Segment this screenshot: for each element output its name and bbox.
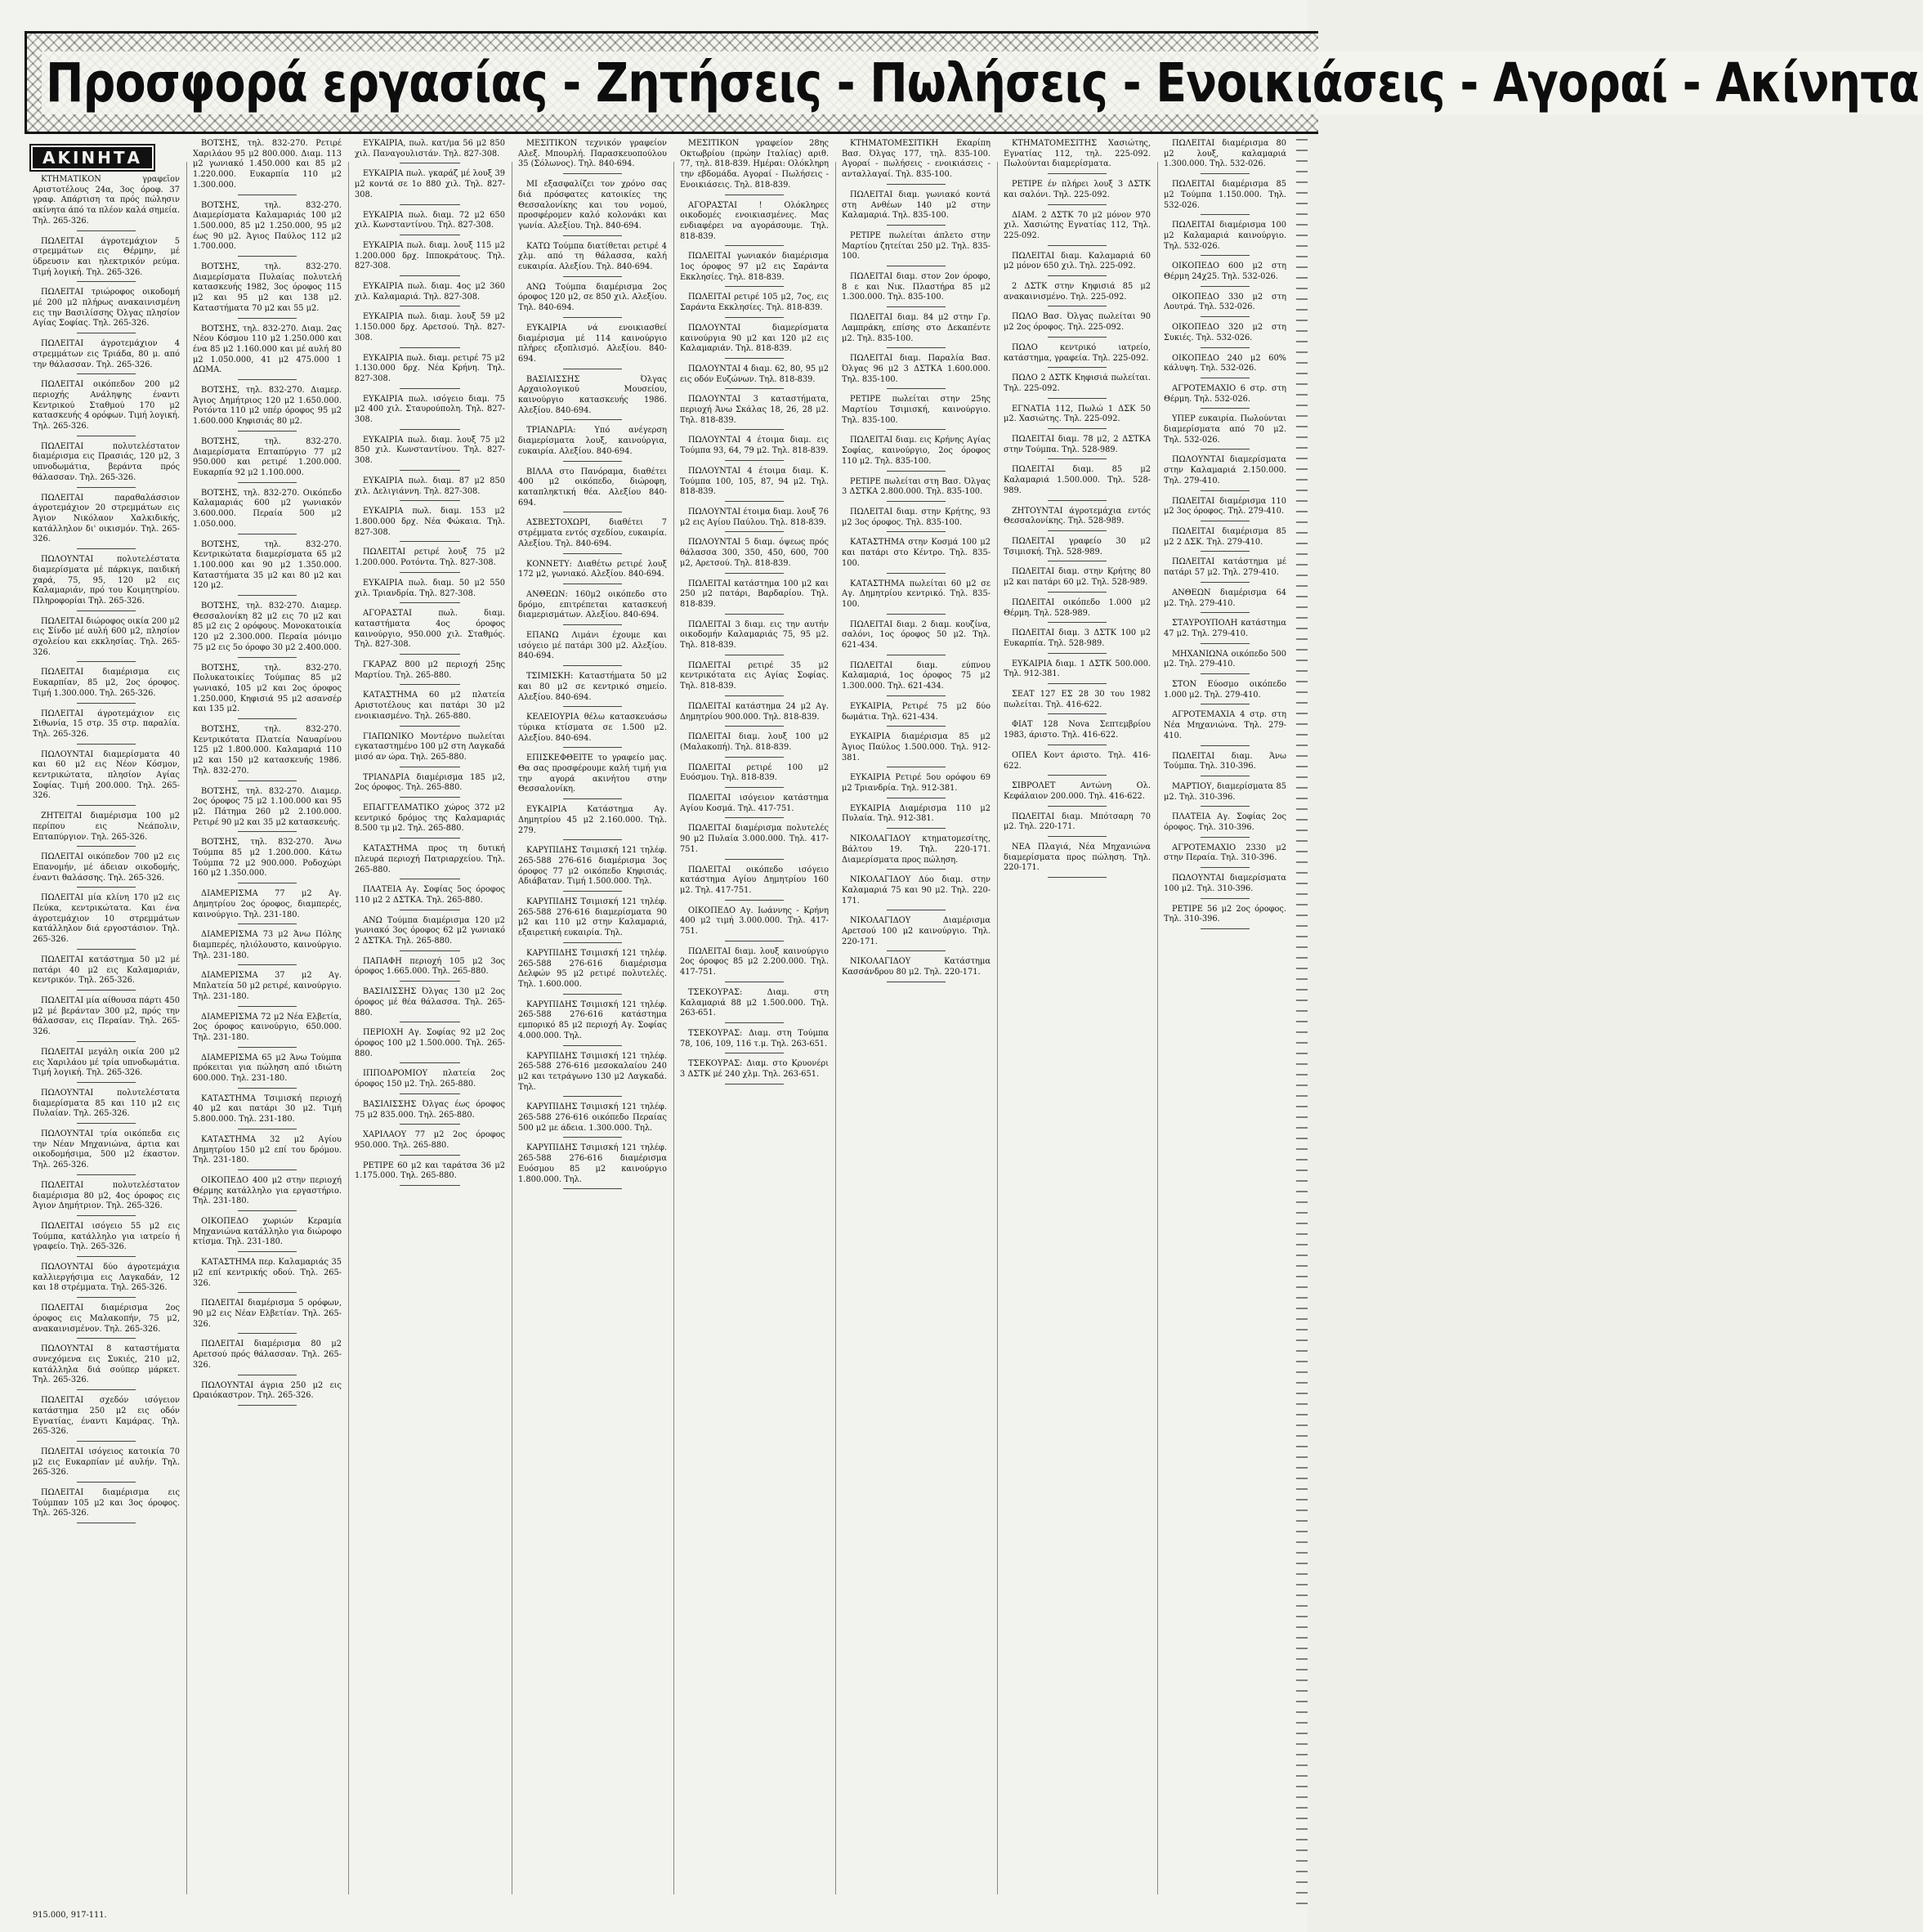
classified-ad: ΕΥΚΑΙΡΙΑ, Ρετιρέ 75 μ2 δύο δωμάτια. Τηλ. 621-434. <box>842 702 991 727</box>
classified-ad: ΓΚΑΡΑΖ 800 μ2 περιοχή 25ης Μαρτίου. Τηλ. 265-880. <box>355 660 505 685</box>
ads-column-1 <box>33 175 180 1906</box>
classified-ad: ΠΩΛΕΙΤΑΙ διαμ. στην Κρήτης, 93 μ2 3ος όροφος. Τηλ. 835-100. <box>842 508 991 532</box>
classified-ad: ΠΩΛΕΙΤΑΙ ρετιρέ 100 μ2 Ευόσμου. Τηλ. 818-839. <box>680 763 829 788</box>
ads-column-4 <box>518 139 667 1904</box>
classified-ad: ΒΟΤΣΗΣ, τηλ. 832-270. Οικόπεδο Καλαμαριάς 600 μ2 γωνιακόν 3.600.000. Περαία 500 μ2 1.050.000. <box>193 489 342 534</box>
classified-ad: ΦΙΑΤ 128 Nova Σεπτεμβρίου 1983, άριστο. Τηλ. 416-622. <box>1004 720 1151 745</box>
classified-ad: ΟΠΕΛ Κοντ άριστο. Τηλ. 416-622. <box>1004 751 1151 776</box>
banner-title: Προσφορά εργασίας - Ζητήσεις - Πωλήσεις - Ενοικιάσεις - Αγοραί - Ακίνητα <box>42 51 1923 114</box>
classified-ad: ΠΩΛΕΙΤΑΙ διαμ. Μπότσαρη 70 μ2. Τηλ. 220-171. <box>1004 812 1151 837</box>
classified-ad: ΣΤΟΝ Εύοσμο οικόπεδο 1.000 μ2. Τηλ. 279-410. <box>1164 680 1286 704</box>
classified-ad: ΟΙΚΟΠΕΔΟ 320 μ2 στη Συκιές. Τηλ. 532-026. <box>1164 323 1286 347</box>
classified-ad: ΠΩΛΟΥΝΤΑΙ δύο άγροτεμάχια καλλιεργήσιμα εις Λαγκαδάν, 12 και 18 στρέμματα. Τηλ. 265-326. <box>33 1263 180 1298</box>
classified-ad: ΠΩΛΕΙΤΑΙ πολυτελέστατον διαμέρισμα 80 μ2, 4ος όροφος εις Άγιον Δημήτριον. Τηλ. 265-326. <box>33 1181 180 1216</box>
classified-ad: ΕΥΚΑΙΡΙΑ πωλ. διαμ. λουξ 115 μ2 1.200.000 δρχ. Ιπποκράτους. Τηλ. 827-308. <box>355 241 505 276</box>
classified-ad: ΠΩΛΕΙΤΑΙ κατάστημα 50 μ2 μέ πατάρι 40 μ2 εις Καλαμαριάν, κεντρικόν. Τηλ. 265-326. <box>33 955 180 991</box>
classified-ad: ΚΤΗΜΑΤΟΜΕΣΙΤΙΚΗ Εκαρίπη Βασ. Όλγας 177, τηλ. 835-100. Αγοραί - πωλήσεις - ενοικιάσεις - ανταλλαγαί. Τηλ. 835-100. <box>842 139 991 185</box>
classified-ad: ΒΟΤΣΗΣ, τηλ. 832-270. Κεντρικώτατα διαμερίσματα 65 μ2 1.100.000 και 90 μ2 1.350.000. Καταστήματα 35 μ2 και 80 μ2 και 120 μ2. <box>193 540 342 597</box>
classified-ad: ΕΥΚΑΙΡΙΑ Ρετιρέ 5ου ορόφου 69 μ2 Τριανδρία. Τηλ. 912-381. <box>842 773 991 798</box>
classified-ad: ΤΣΕΚΟΥΡΑΣ: Διαμ. στη Τούμπα 78, 106, 109, 116 τ.μ. Τηλ. 263-651. <box>680 1029 829 1053</box>
classified-ad: ΤΡΙΑΝΔΡΙΑ διαμέρισμα 185 μ2, 2ος όροφος. Τηλ. 265-880. <box>355 773 505 798</box>
classified-ad: ΟΙΚΟΠΕΔΟ χωριών Κεραμία Μηχανιώνα κατάλληλο για διώροφο κτίσμα. Τηλ. 231-180. <box>193 1217 342 1252</box>
classified-ad: ΒΟΤΣΗΣ, τηλ. 832-270. Διαμερίσματα Επταπύργιο 77 μ2 950.000 και ρετιρέ 1.200.000. Ευκαρπία 92 μ2 1.100.000. <box>193 437 342 483</box>
classified-ad: ΠΩΛΕΙΤΑΙ πολυτελέστατον διαμέρισμα εις Πρασιάς, 120 μ2, 3 υπνοδωμάτια, βεράντα πρός θάλασσαν. Τηλ. 265-326. <box>33 442 180 488</box>
classified-ad: ΚΑΤΑΣΤΗΜΑ περ. Καλαμαριάς 35 μ2 επί κεντρικής οδού. Τηλ. 265-326. <box>193 1258 342 1293</box>
classified-ad: ΔΙΑΜΕΡΙΣΜΑ 73 μ2 Άνω Πόλης διαμπερές, ηλιόλουστο, καινούργιο. Τηλ. 231-180. <box>193 930 342 965</box>
classified-ad: ΤΣΙΜΙΣΚΗ: Καταστήματα 50 μ2 και 80 μ2 σε κεντρικό σημείο. Αλεξίου. 840-694. <box>518 672 667 707</box>
classified-ad: ΕΥΚΑΙΡΙΑ πωλ. διαμ. 72 μ2 650 χιλ. Κωνσταντίνου. Τηλ. 827-308. <box>355 211 505 235</box>
classified-ad: ΠΩΛΕΙΤΑΙ μεγάλη οικία 200 μ2 εις Χαριλάου μέ τρία υπνοδωμάτια. Τιμή λογική. Τηλ. 265-326. <box>33 1048 180 1083</box>
classified-ad: ΠΩΛΕΙΤΑΙ διώροφος οικία 200 μ2 εις Σίνδο μέ αυλή 600 μ2, πλησίον σχολείου και εκκλησίας. Τηλ. 265-326. <box>33 617 180 663</box>
classified-ad: ΚΤΗΜΑΤΟΜΕΣΙΤΗΣ Χασιώτης, Εγνατίας 112, τηλ. 225-092. Πωλούνται διαμερίσματα. <box>1004 139 1151 174</box>
classified-ad: ΠΩΛΕΙΤΑΙ διαμ. στον 2ον όροφο, 8 ε και Νικ. Πλαστήρα 85 μ2 1.300.000. Τηλ. 835-100. <box>842 272 991 307</box>
footer-phone-line: 915.000, 917-111. <box>33 1911 107 1920</box>
classified-ad: ΕΥΚΑΙΡΙΑ πωλ. γκαράζ μέ λουξ 39 μ2 κοντά σε 1ο 880 χιλ. Τηλ. 827-308. <box>355 169 505 204</box>
classified-ad: ΒΟΤΣΗΣ, τηλ. 832-270. Ρετιρέ Χαριλάου 95 μ2 800.000. Διαμ. 113 μ2 γωνιακό 1.450.000 και 85 μ2 1.220.000. Ευκαρπία 110 μ2 1.300.000. <box>193 139 342 195</box>
classified-ad: ΠΩΛΟΥΝΤΑΙ 5 διαμ. όψεως πρός θάλασσα 300, 350, 450, 600, 700 μ2, Αρετσού. Τηλ. 818-839. <box>680 538 829 573</box>
classified-ad: ΔΙΑΜΕΡΙΣΜΑ 77 μ2 Αγ. Δημητρίου 2ος όροφος, διαμπερές, καινούργιο. Τηλ. 231-180. <box>193 889 342 924</box>
classified-ad: ΠΩΛΕΙΤΑΙ ρετιρέ 35 μ2 κεντρικότατα εις Αγίας Σοφίας. Τηλ. 818-839. <box>680 661 829 696</box>
classified-ad: ΡΕΤΙΡΕ 56 μ2 2ος όροφος. Τηλ. 310-396. <box>1164 905 1286 929</box>
classified-ad: ΠΩΛΕΙΤΑΙ διαμέρισμα εις Τούμπαν 105 μ2 και 3ος όροφος. Τηλ. 265-326. <box>33 1488 180 1523</box>
classified-ad: ΕΠΑΝΩ Λιμάνι έχουμε και ισόγειο μέ πατάρι 300 μ2. Αλεξίου. 840-694. <box>518 631 667 666</box>
classified-ad: ΕΥΚΑΙΡΙΑ διαμ. 1 ΔΣΤΚ 500.000. Τηλ. 912-381. <box>1004 660 1151 684</box>
classified-ad: ΚΑΡΥΠΙΔΗΣ Τσιμισκή 121 τηλέφ. 265-588 276-616 διαμερίσματα 90 μ2 και 110 μ2 στην Καλαμαριά, εξαιρετική ευκαιρία. Τηλ. <box>518 897 667 943</box>
column-rule <box>186 162 187 1894</box>
column-rule <box>673 162 674 1894</box>
classified-ad: ΜΑΡΤΙΟΥ, διαμερίσματα 85 μ2. Τηλ. 310-396. <box>1164 782 1286 807</box>
classified-ad: ΔΙΑΜΕΡΙΣΜΑ 37 μ2 Αγ. Μπλατεία 50 μ2 ρετιρέ, καινούργιο. Τηλ. 231-180. <box>193 971 342 1006</box>
classified-ad: ΑΝΩ Τούμπα διαμέρισμα 120 μ2 γωνιακό 3ος όροφος 62 μ2 γωνιακό 2 ΔΣΤΚΑ. Τηλ. 265-880. <box>355 916 505 951</box>
classified-ad: ΕΥΚΑΙΡΙΑ διαμέρισμα 85 μ2 Άγιος Παύλος 1.500.000. Τηλ. 912-381. <box>842 732 991 767</box>
classified-ad: ΚΑΡΥΠΙΔΗΣ Τσιμισκή 121 τηλέφ. 265-588 276-616 κατάστημα εμπορικό 85 μ2 περιοχή Αγ. Σοφίας 4.000.000. Τηλ. <box>518 1000 667 1046</box>
classified-ad: ΜΙ εξασφαλίζει τον χρόνο σας διά πρόσφατες κατοικίες της Θεσσαλονίκης και του νομού, προσφέρομεν καλό κολονάκι και γωνία. Αλεξίου. Τηλ. 840-694. <box>518 180 667 236</box>
classified-ad: ΚΑΡΥΠΙΔΗΣ Τσιμισκή 121 τηλέφ. 265-588 276-616 διαμέρισμα 3ος όροφος 77 μ2 οικόπεδο Κηφισιάς. Αδιάβαταν. Τιμή 1.500.000. Τηλ. <box>518 846 667 892</box>
classified-ad: ΖΗΤΟΥΝΤΑΙ άγροτεμάχια εντός Θεσσαλονίκης. Τηλ. 528-989. <box>1004 507 1151 531</box>
classified-ad: ΠΑΠΑΦΗ περιοχή 105 μ2 3ος όροφος 1.665.000. Τηλ. 265-880. <box>355 957 505 982</box>
classified-ad: ΟΙΚΟΠΕΔΟ 400 μ2 στην περιοχή Θέρμης κατάλληλο για εργαστήριο. Τηλ. 231-180. <box>193 1176 342 1211</box>
classified-ad: ΒΟΤΣΗΣ, τηλ. 832-270. Διαμερ. Θεσσαλονίκη 82 μ2 εις 70 μ2 και 85 μ2 εις 2 ορόφους. Μονοκατοικία 120 μ2 2.300.000. Περαία μόνιμο 75 μ2 εις 5ο όροφο 30 μ2 2.400.000. <box>193 602 342 658</box>
classified-ad: ΕΥΚΑΙΡΙΑ πωλ. διαμ. λουξ 59 μ2 1.150.000 δρχ. Αρετσού. Τηλ. 827-308. <box>355 312 505 347</box>
classified-ad: ΡΕΤΙΡΕ πωλείται άπλετο στην Μαρτίου ζητείται 250 μ2. Τηλ. 835-100. <box>842 231 991 266</box>
classified-ad: ΠΩΛΕΙΤΑΙ οικόπεδο ισόγειο κατάστημα Αγίου Δημητρίου 160 μ2. Τηλ. 417-751. <box>680 865 829 901</box>
classified-ad: ΠΩΛΕΙΤΑΙ διαμ. λουξ καινούργιο 2ος όροφος 85 μ2 2.200.000. Τηλ. 417-751. <box>680 947 829 982</box>
classified-ad: ΠΩΛΕΙΤΑΙ διαμ. λουξ 100 μ2 (Μαλακοπή). Τηλ. 818-839. <box>680 732 829 757</box>
classified-ad: ΠΩΛΟΥΝΤΑΙ πολυτελέστατα διαμερίσματα 85 και 110 μ2 εις Πυλαίαν. Τηλ. 265-326. <box>33 1089 180 1124</box>
ads-column-5 <box>680 139 829 1904</box>
classified-ad: ΕΥΚΑΙΡΙΑ πωλ. διαμ. 4ος μ2 360 χιλ. Καλαμαριά. Τηλ. 827-308. <box>355 282 505 306</box>
classified-ad: ΠΩΛΟΥΝΤΑΙ τρία οικόπεδα εις την Νέαν Μηχανιώνα, άρτια και οικοδομήσιμα, 500 μ2 έκαστον. Τηλ. 265-326. <box>33 1129 180 1175</box>
ads-column-3 <box>355 139 505 1904</box>
classified-ad: ΠΩΛΕΙΤΑΙ διαμ. Καλαμαριά 60 μ2 μόνον 650 χιλ. Τηλ. 225-092. <box>1004 252 1151 276</box>
classified-ad: ΜΕΣΙΤΙΚΟΝ τεχνικόν γραφείον Αλεξ. Μπουρλή. Παρασκευοπούλου 35 (Σόλωνος). Τηλ. 840-694. <box>518 139 667 174</box>
classified-ad: ΠΩΛΕΙΤΑΙ μία κλίνη 170 μ2 εις Πεύκα, κεντρικώτατα. Και ένα άγροτεμάχιον 10 στρεμμάτων κατάλληλον διά εργοστάσιον. Τηλ. 265-326. <box>33 893 180 950</box>
classified-ad: ΠΩΛΕΙΤΑΙ διαμέρισμα εις Ευκαρπίαν, 85 μ2, 2ος όροφος. Τιμή 1.300.000. Τηλ. 265-326. <box>33 668 180 703</box>
classified-ad: ΠΩΛΕΙΤΑΙ παραθαλάσσιον άγροτεμάχιον 20 στρεμμάτων εις Άγιον Νικόλαον Χαλκιδικής, κατάλληλον δι' οικισμόν. Τηλ. 265-326. <box>33 494 180 550</box>
classified-ad: ΕΥΚΑΙΡΙΑ πωλ. διαμ. ρετιρέ 75 μ2 1.130.000 δρχ. Νέα Κρήνη. Τηλ. 827-308. <box>355 354 505 389</box>
classified-ad: ΠΩΛΟΥΝΤΑΙ έτοιμα διαμ. λουξ 76 μ2 εις Αγίου Παύλου. Τηλ. 818-839. <box>680 508 829 532</box>
column-rule <box>348 162 349 1894</box>
classified-ad: ΚΑΤΑΣΤΗΜΑ προς τη δυτική πλευρά περιοχή Πατριαρχείου. Τηλ. 265-880. <box>355 844 505 879</box>
classified-ad: ΠΩΛΕΙΤΑΙ διαμ. εις Κρήνης Αγίας Σοφίας, καινούργιο, 2ος όροφος 110 μ2. Τηλ. 835-100. <box>842 436 991 471</box>
classified-ad: ΠΩΛΕΙΤΑΙ γραφείο 30 μ2 Τσιμισκή. Τηλ. 528-989. <box>1004 537 1151 561</box>
classified-ad: ΠΩΛΕΙΤΑΙ διαμέρισμα 5 ορόφων, 90 μ2 εις Νέαν Ελβετίαν. Τηλ. 265-326. <box>193 1299 342 1334</box>
classified-ad: ΜΗΧΑΝΙΩΝΑ οικόπεδο 500 μ2. Τηλ. 279-410. <box>1164 650 1286 674</box>
classified-ad: ΠΩΛΕΙΤΑΙ διαμέρισμα 110 μ2 3ος όροφος. Τηλ. 279-410. <box>1164 497 1286 521</box>
classified-ad: ΖΗΤΕΙΤΑΙ διαμέρισμα 100 μ2 περίπου εις Νεάπολιν, Επταπύργιον. Τηλ. 265-326. <box>33 812 180 847</box>
classified-ad: ΔΙΑΜ. 2 ΔΣΤΚ 70 μ2 μόνον 970 χιλ. Χασιώτης Εγνατίας 112, Τηλ. 225-092. <box>1004 211 1151 246</box>
classified-ad: ΠΩΛΕΙΤΑΙ οικόπεδο 1.000 μ2 Θέρμη. Τηλ. 528-989. <box>1004 598 1151 623</box>
ads-column-6 <box>842 139 991 1904</box>
classified-ad: ΚΑΡΥΠΙΔΗΣ Τσιμισκή 121 τηλέφ. 265-588 276-616 διαμέρισμα Δελφών 95 μ2 ρετιρέ πολυτελές. Τηλ. 1.600.000. <box>518 949 667 995</box>
classified-ad: ΕΥΚΑΙΡΙΑ πωλ. διαμ. 153 μ2 1.800.000 δρχ. Νέα Φώκαια. Τηλ. 827-308. <box>355 507 505 542</box>
classified-ad: ΧΑΡΙΛΑΟΥ 77 μ2 2ος όροφος 950.000. Τηλ. 265-880. <box>355 1130 505 1155</box>
column-rule <box>1157 162 1158 1894</box>
classified-ad: ΠΩΛΕΙΤΑΙ διαμ. Άνω Τούμπα. Τηλ. 310-396. <box>1164 752 1286 776</box>
column-rule <box>835 162 836 1894</box>
classified-ad: ΒΟΤΣΗΣ, τηλ. 832-270. Διαμ. 2ας Νέου Κόσμου 110 μ2 1.250.000 και ένα 85 μ2 1.160.000 και μέ αυλή 80 μ2 1.050.000, 41 μ2 475.000 1 ΔΩΜΑ. <box>193 324 342 381</box>
classified-ad: ΑΓΟΡΑΣΤΑΙ πωλ. διαμ. καταστήματα 4ος όροφος καινούργιο, 950.000 χιλ. Σταθμός. Τηλ. 827-308. <box>355 609 505 655</box>
classified-ad: ΕΥΚΑΙΡΙΑ Διαμέρισμα 110 μ2 Πυλαία. Τηλ. 912-381. <box>842 804 991 829</box>
classified-ad: ΠΩΛΕΙΤΑΙ διαμέρισμα πολυτελές 90 μ2 Πυλαία 3.000.000. Τηλ. 417-751. <box>680 824 829 859</box>
classified-ad: ΒΟΤΣΗΣ, τηλ. 832-270. Κεντρικότατα Πλατεία Ναυαρίνου 125 μ2 1.800.000. Καλαμαριά 110 μ2 και 150 μ2 κατασκευής 1986. Τηλ. 832-270. <box>193 725 342 781</box>
classified-ad: ΚΤΗΜΑΤΙΚΟΝ γραφεϊον Αριστοτέλους 24α, 3ος όροφ. 37 γραφ. Απάρτιση τα πρός πώλησιν ακίνητα άπό τα πλέον καλά σημεία. Τηλ. 265-326. <box>33 175 180 231</box>
classified-ad: ΥΠΕΡ ευκαιρία. Πωλούνται διαμερίσματα από 70 μ2. Τηλ. 532-026. <box>1164 414 1286 449</box>
classified-ad: ΒΟΤΣΗΣ, τηλ. 832-270. Διαμερίσματα Καλαμαριάς 100 μ2 1.500.000, 85 μ2 1.250.000, 95 μ2 έως 90 μ2. Άγιος Παύλος 112 μ2 1.700.000. <box>193 201 342 257</box>
classified-ad: ΣΤΑΥΡΟΥΠΟΛΗ κατάστημα 47 μ2. Τηλ. 279-410. <box>1164 619 1286 643</box>
classified-ad: ΟΙΚΟΠΕΔΟ Αγ. Ιωάννης - Κρήνη 400 μ2 τιμή 3.000.000. Τηλ. 417-751. <box>680 906 829 941</box>
ads-column-2 <box>193 139 342 1904</box>
classified-ad: ΑΓΡΟΤΕΜΑΧΙΟ 6 στρ. στη Θέρμη. Τηλ. 532-026. <box>1164 384 1286 409</box>
ads-column-8 <box>1164 139 1286 1904</box>
classified-ad: ΠΩΛΕΙΤΑΙ διαμ. 85 μ2 Καλαμαριά 1.500.000. Τηλ. 528-989. <box>1004 465 1151 500</box>
classified-ad: ΟΙΚΟΠΕΔΟ 600 μ2 στη Θέρμη 24χ25. Τηλ. 532-026. <box>1164 262 1286 286</box>
classified-ad: ΠΩΛΕΙΤΑΙ διαμ. 84 μ2 στην Γρ. Λαμπράκη, επίσης στο Δεκαπέντε μ2. Τηλ. 835-100. <box>842 313 991 348</box>
classified-ad: ΠΩΛΕΙΤΑΙ διαμ. εύπνου Καλαμαριά, 1ος όροφος 75 μ2 1.300.000. Τηλ. 621-434. <box>842 661 991 696</box>
classified-ad: ΠΩΛΕΙΤΑΙ 3 διαμ. εις την αυτήν οικοδομήν Καλαμαριάς 75, 95 μ2. Τηλ. 818-839. <box>680 620 829 655</box>
classified-ad: ΒΟΤΣΗΣ, τηλ. 832-270. Διαμερίσματα Πυλαίας πολυτελή κατασκευής 1982, 3ος όροφος 115 μ2 και 95 μ2 και 138 μ2. Καταστήματα 70 μ2 και 55 μ2. <box>193 262 342 319</box>
classified-ad: ΕΥΚΑΙΡΙΑ, πωλ. κατ/μα 56 μ2 850 χιλ. Παναγουλιστάν. Τηλ. 827-308. <box>355 139 505 163</box>
classified-ad: ΠΩΛΕΙΤΑΙ ρετιρέ λουξ 75 μ2 1.200.000. Ροτόντα. Τηλ. 827-308. <box>355 548 505 572</box>
classified-ad: ΠΩΛΟΥΝΤΑΙ διαμερίσματα στην Καλαμαριά 2.150.000. Τηλ. 279-410. <box>1164 455 1286 490</box>
classified-ad: ΕΥΚΑΙΡΙΑ πωλ. διαμ. 87 μ2 850 χιλ. Δελιγιάννη. Τηλ. 827-308. <box>355 476 505 501</box>
classified-ad: ΤΣΕΚΟΥΡΑΣ: Διαμ. στη Καλαμαριά 88 μ2 1.500.000. Τηλ. 263-651. <box>680 988 829 1023</box>
classified-ad: ΚΑΤΑΣΤΗΜΑ 60 μ2 πλατεία Αριστοτέλους και πατάρι 30 μ2 ενοικιασμένο. Τηλ. 265-880. <box>355 691 505 726</box>
classified-ad: ΚΑΤΑΣΤΗΜΑ στην Κοσμά 100 μ2 και πατάρι στο Κέντρο. Τηλ. 835-100. <box>842 538 991 573</box>
classified-ad: ΚΕΛΕΙΟΥΡΙΑ θέλω κατασκευάσω τύρικα κτίσματα σε 1.500 μ2. Αλεξίου. 840-694. <box>518 713 667 748</box>
classified-ad: ΙΠΠΟΔΡΟΜΙΟΥ πλατεία 2ος όροφος 150 μ2. Τηλ. 265-880. <box>355 1069 505 1093</box>
classified-ad: ΒΟΤΣΗΣ, τηλ. 832-270. Άνω Τούμπα 85 μ2 1.200.000. Κάτω Τούμπα 72 μ2 900.000. Ροδοχώρι 160 μ2 1.350.000. <box>193 838 342 883</box>
classified-ad: ΓΙΑΠΩΝΙΚΟ Μοντέρνο πωλείται εγκαταστημένο 100 μ2 στη Λαγκαδά μισό αν ώρα. Τηλ. 265-880. <box>355 732 505 767</box>
classified-ad: ΠΩΛΟ κεντρικό ιατρείο, κατάστημα, γραφεία. Τηλ. 225-092. <box>1004 343 1151 368</box>
classified-ad: ΠΩΛΕΙΤΑΙ διαμέρισμα 100 μ2 Καλαμαριά καινούργιο. Τηλ. 532-026. <box>1164 221 1286 256</box>
classified-ad: ΠΩΛΟΥΝΤΑΙ διαμερίσματα 40 και 60 μ2 εις Νέον Κόσμον, κεντρικώτατα, πλησίον Αγίας Σοφίας. Τιμή 200.000. Τηλ. 265-326. <box>33 750 180 807</box>
classified-ad: ΠΩΛΕΙΤΑΙ διαμέρισμα 80 μ2 λουξ, καλαμαριά 1.300.000. Τηλ. 532-026. <box>1164 139 1286 174</box>
classified-ad: ΑΝΘΕΩΝ: 160μ2 οικόπεδο στο δρόμο, επιτρέπεται κατασκευή διαμερισμάτων. Αλεξίου. 840-694. <box>518 590 667 625</box>
classified-ad: ΒΟΤΣΗΣ, τηλ. 832-270. Διαμερ. Άγιος Δημήτριος 120 μ2 1.650.000. Ροτόντα 110 μ2 υπέρ όροφος 95 μ2 1.600.000 Κηφισιάς 80 μ2. <box>193 386 342 432</box>
classified-ad: ΠΛΑΤΕΙΑ Αγ. Σοφίας 2ος όροφος. Τηλ. 310-396. <box>1164 812 1286 837</box>
classified-ad: ΕΠΙΣΚΕΦΘΕΙΤΕ το γραφείο μας. Θα σας προσφέρουμε καλή τιμή για την αγορά ακινήτου στην Θεσσαλονίκη. <box>518 754 667 799</box>
classified-ad: ΒΑΣΙΛΙΣΣΗΣ Όλγας Αρχαιολογικού Μουσείου, καινούργιο κατασκευής 1986. Αλεξίου. 840-694. <box>518 375 667 421</box>
classified-ad: ΔΙΑΜΕΡΙΣΜΑ 65 μ2 Άνω Τούμπα πρόκειται για πώληση από ιδιώτη 600.000. Τηλ. 231-180. <box>193 1053 342 1089</box>
classified-ad: ΡΕΤΙΡΕ έν πλήρει λουξ 3 ΔΣΤΚ και σαλόνι. Τηλ. 225-092. <box>1004 180 1151 204</box>
classified-ad: ΠΩΛΕΙΤΑΙ ισόγειο 55 μ2 εις Τούμπα, κατάλληλο για ιατρείο ή γραφείο. Τηλ. 265-326. <box>33 1222 180 1257</box>
classified-ad: ΒΙΛΛΑ στο Πανόραμα, διαθέτει 400 μ2 οικόπεδο, διώροφη, καταπληκτική θέα. Αλεξίου 840-694. <box>518 467 667 513</box>
classified-ad: ΚΑΡΥΠΙΔΗΣ Τσιμισκή 121 τηλέφ. 265-588 276-616 οικόπεδο Περαίας 500 μ2 με άδεια. 1.300.000. Τηλ. <box>518 1102 667 1138</box>
classified-ad: ΣΕΑΤ 127 ΕΣ 28 30 του 1982 πωλείται. Τηλ. 416-622. <box>1004 690 1151 714</box>
classified-ad: ΠΩΛΕΙΤΑΙ κατάστημα 24 μ2 Αγ. Δημητρίου 900.000. Τηλ. 818-839. <box>680 702 829 727</box>
classified-ad: ΠΕΡΙΟΧΗ Αγ. Σοφίας 92 μ2 2ος όροφος 100 μ2 1.500.000. Τηλ. 265-880. <box>355 1028 505 1063</box>
classified-ad: ΝΙΚΟΛΑΓΙΔΟΥ Κατάστημα Κασσάνδρου 80 μ2. Τηλ. 220-171. <box>842 957 991 982</box>
classified-ad: ΠΩΛΟΥΝΤΑΙ 4 διαμ. 62, 80, 95 μ2 εις οδόν Ευζώνων. Τηλ. 818-839. <box>680 364 829 389</box>
classified-ad: ΠΩΛΟΥΝΤΑΙ 4 έτοιμα διαμ. εις Τούμπα 93, 64, 79 μ2. Τηλ. 818-839. <box>680 436 829 460</box>
classified-ad: ΠΩΛΕΙΤΑΙ ρετιρέ 105 μ2, 7ος, εις Σαράντα Εκκλησίες. Τηλ. 818-839. <box>680 293 829 317</box>
classified-ad: ΠΩΛΕΙΤΑΙ κατάστημα μέ πατάρι 57 μ2. Τηλ. 279-410. <box>1164 557 1286 582</box>
classified-ad: ΠΩΛΕΙΤΑΙ διαμέρισμα 85 μ2 2 ΔΣΚ. Τηλ. 279-410. <box>1164 527 1286 552</box>
classified-ad: ΠΩΛΕΙΤΑΙ κατάστημα 100 μ2 και 250 μ2 πατάρι, Βαρδαρίου. Τηλ. 818-839. <box>680 579 829 615</box>
column-rule <box>997 162 998 1894</box>
classified-ad: ΠΩΛΕΙΤΑΙ μία αίθουσα πάρτι 450 μ2 μέ βεράνταν 300 μ2, πρός την θάλασσαν, εις Περαίαν. Τηλ. 265-326. <box>33 996 180 1042</box>
classified-ad: 2 ΔΣΤΚ στην Κηφισιά 85 μ2 ανακαινισμένο. Τηλ. 225-092. <box>1004 282 1151 306</box>
classified-ad: ΤΣΕΚΟΥΡΑΣ: Διαμ. στο Κρυονέρι 3 ΔΣΤΚ μέ 240 χλμ. Τηλ. 263-651. <box>680 1059 829 1084</box>
classified-ad: ΠΩΛΟΥΝΤΑΙ 3 καταστήματα, περιοχή Άνω Σκάλας 18, 26, 28 μ2. Τηλ. 818-839. <box>680 395 829 430</box>
classified-ad: ΠΩΛΕΙΤΑΙ οικόπεδον 700 μ2 εις Επανομήν, μέ άδειαν οικοδομής, έναντι θαλάσσης. Τηλ. 265-326. <box>33 852 180 888</box>
classified-ad: ΜΕΣΙΤΙΚΟΝ γραφείον 28ης Οκτωβρίου (πρώην Ιταλίας) αριθ. 77, τηλ. 818-839. Ημέραι: Ολόκληρη την εβδομάδα. Αγοραί - Πωλήσεις - Ενοικιάσεις. Τηλ. 818-839. <box>680 139 829 195</box>
classified-ad: ΤΡΙΑΝΔΡΙΑ: Υπό ανέγερση διαμερίσματα λουξ, καινούργια, ευκαιρία. Αλεξίου. 840-694. <box>518 426 667 461</box>
classified-ad: ΚΑΤΑΣΤΗΜΑ Τσιμισκή περιοχή 40 μ2 και πατάρι 30 μ2. Τιμή 5.800.000. Τηλ. 231-180. <box>193 1094 342 1129</box>
classified-ad: ΡΕΤΙΡΕ 60 μ2 και ταράτσα 36 μ2 1.175.000. Τηλ. 265-880. <box>355 1161 505 1186</box>
classified-ad: ΑΓΡΟΤΕΜΑΧΙΑ 4 στρ. στη Νέα Μηχανιώνα. Τηλ. 279-410. <box>1164 710 1286 745</box>
classified-ad: ΔΙΑΜΕΡΙΣΜΑ 72 μ2 Νέα Ελβετία, 2ος όροφος καινούργιο, 650.000. Τηλ. 231-180. <box>193 1013 342 1048</box>
section-label: ΑΚΙΝΗΤΑ <box>29 144 155 172</box>
classified-ad: ΠΩΛΕΙΤΑΙ σχεδόν ισόγειον κατάστημα 250 μ2 εις οδόν Εγνατίας, έναντι Καμάρας. Τηλ. 265-326. <box>33 1396 180 1442</box>
page-edge-strip <box>1296 139 1308 1904</box>
classified-ad: ΕΥΚΑΙΡΙΑ πωλ. διαμ. 50 μ2 550 χιλ. Τριανδρία. Τηλ. 827-308. <box>355 579 505 603</box>
classified-ad: ΠΩΛΟ 2 ΔΣΤΚ Κηφισιά πωλείται. Τηλ. 225-092. <box>1004 373 1151 398</box>
classified-ad: ΕΥΚΑΙΡΙΑ πωλ. διαμ. λουξ 75 μ2 850 χιλ. Κωνσταντίνου. Τηλ. 827-308. <box>355 436 505 471</box>
ads-column-7 <box>1004 139 1151 1904</box>
classified-ad: ΡΕΤΙΡΕ πωλείται στη Βασ. Όλγας 3 ΔΣΤΚΑ 2.800.000. Τηλ. 835-100. <box>842 477 991 502</box>
classified-ad: ΑΝΘΕΩΝ διαμέρισμα 64 μ2. Τηλ. 279-410. <box>1164 588 1286 613</box>
classified-ad: ΒΑΣΙΛΙΣΣΗΣ Όλγας έως όροφος 75 μ2 835.000. Τηλ. 265-880. <box>355 1100 505 1125</box>
classified-ad: ΠΩΛΕΙΤΑΙ διαμ. στην Κρήτης 80 μ2 και πατάρι 60 μ2. Τηλ. 528-989. <box>1004 567 1151 592</box>
classified-ad: ΝΕΑ Πλαγιά, Νέα Μηχανιώνα διαμερίσματα προς πώληση. Τηλ. 220-171. <box>1004 843 1151 878</box>
classified-ad: ΟΙΚΟΠΕΔΟ 330 μ2 στη Λουτρά. Τηλ. 532-026. <box>1164 293 1286 317</box>
classified-ad: ΝΙΚΟΛΑΓΙΔΟΥ Διαμέρισμα Αρετσού 100 μ2 καινούργιο. Τηλ. 220-171. <box>842 916 991 951</box>
classified-ad: ΒΑΣΙΛΙΣΣΗΣ Όλγας 130 μ2 2ος όροφος μέ θέα θάλασσα. Τηλ. 265-880. <box>355 987 505 1022</box>
classified-ad: ΕΥΚΑΙΡΙΑ πωλ. ισόγειο διαμ. 75 μ2 400 χιλ. Σταυρούπολη. Τηλ. 827-308. <box>355 395 505 430</box>
classified-ad: ΟΙΚΟΠΕΔΟ 240 μ2 60% κάλυψη. Τηλ. 532-026. <box>1164 354 1286 378</box>
classified-ad: ΚΟΝΝΕΤΥ: Διαθέτω ρετιρέ λουξ 172 μ2, γωνιακό. Αλεξίου. 840-694. <box>518 560 667 584</box>
classified-ad: ΕΠΑΓΓΕΛΜΑΤΙΚΟ χώρος 372 μ2 κεντρικό δρόμος της Καλαμαριάς 8.500 τμ μ2. Τηλ. 265-880. <box>355 803 505 839</box>
classified-ad: ΠΩΛΟΥΝΤΑΙ διαμερίσματα 100 μ2. Τηλ. 310-396. <box>1164 874 1286 898</box>
classified-ad: ΠΩΛΟΥΝΤΑΙ 4 έτοιμα διαμ. Κ. Τούμπα 100, 105, 87, 94 μ2. Τηλ. 818-839. <box>680 467 829 502</box>
classified-ad: ΚΑΡΥΠΙΔΗΣ Τσιμισκή 121 τηλέφ. 265-588 276-616 διαμέρισμα Ευόσμου 85 μ2 καινούργιο 1.800.000. Τηλ. <box>518 1143 667 1189</box>
classified-ad: ΠΩΛΟΥΝΤΑΙ πολυτελέστατα διαμερίσματα μέ πάρκιγκ, παιδική χαρά, 75, 95, 120 μ2 εις Καλαμαριάν, πρό του Κοιμητηρίου. Πληροφορίαι Τηλ. 265-326. <box>33 555 180 611</box>
classified-ad: ΠΩΛΕΙΤΑΙ διαμ. γωνιακό κοντά στη Ανθέων 140 μ2 στην Καλαμαριά. Τηλ. 835-100. <box>842 190 991 226</box>
classified-ad: ΕΥΚΑΙΡΙΑ Κατάστημα Αγ. Δημητρίου 45 μ2 2.160.000. Τηλ. 279. <box>518 805 667 840</box>
classified-ad: ΑΓΡΟΤΕΜΑΧΙΟ 2330 μ2 στην Περαία. Τηλ. 310-396. <box>1164 843 1286 868</box>
classified-ad: ΠΩΛΕΙΤΑΙ άγροτεμάχιον 4 στρεμμάτων εις Τριάδα, 80 μ. από την θάλασσαν. Τηλ. 265-326. <box>33 339 180 374</box>
classified-ad: ΑΣΒΕΣΤΟΧΩΡΙ, διαθέτει 7 στρέμματα εντός σχεδίου, ευκαιρία. Αλεξίου. Τηλ. 840-694. <box>518 518 667 553</box>
classified-ad: ΠΩΛΕΙΤΑΙ διαμ. 2 διαμ. κουζίνα, σαλόνι, 1ος όροφος 50 μ2. Τηλ. 621-434. <box>842 620 991 655</box>
classified-ad: ΠΩΛΕΙΤΑΙ διαμ. 78 μ2, 2 ΔΣΤΚΑ στην Τούμπα. Τηλ. 528-989. <box>1004 435 1151 459</box>
classified-ad: ΠΩΛΕΙΤΑΙ διαμέρισμα 80 μ2 Αρετσού πρός θάλασσαν. Τηλ. 265-326. <box>193 1339 342 1375</box>
classified-ad: ΠΩΛΟΥΝΤΑΙ άγρια 250 μ2 εις Ωραιόκαστρον. Τηλ. 265-326. <box>193 1381 342 1406</box>
classified-ad: ΠΩΛΕΙΤΑΙ ισόγειος κατοικία 70 μ2 εις Ευκαρπίαν μέ αυλήν. Τηλ. 265-326. <box>33 1447 180 1483</box>
classified-ad: ΠΩΛΟΥΝΤΑΙ 8 καταστήματα συνεχόμενα εις Συκιές, 210 μ2, κατάλληλα διά σούπερ μάρκετ. Τηλ. 265-326. <box>33 1344 180 1390</box>
classified-ad: ΚΑΤΩ Τούμπα διατίθεται ρετιρέ 4 χλμ. από τη θάλασσα, καλή ευκαιρία. Αλεξίου. Τηλ. 840-694. <box>518 242 667 277</box>
classified-ad: ΣΙΒΡΟΛΕΤ Αντώνη Ολ. Κεφάλαιον 200.000. Τηλ. 416-622. <box>1004 781 1151 806</box>
classified-ad: ΕΓΝΑΤΙΑ 112, Πωλώ 1 ΔΣΚ 50 μ2. Χασιώτης. Τηλ. 225-092. <box>1004 405 1151 429</box>
classified-ad: ΠΩΛΕΙΤΑΙ διαμ. 3 ΔΣΤΚ 100 μ2 Ευκαρπία. Τηλ. 528-989. <box>1004 628 1151 653</box>
classified-ad: ΑΓΟΡΑΣΤΑΙ ! Ολόκληρες οικοδομές ενοικιασμένες. Μας ενδιαφέρει να αγοράσουμε. Τηλ. 818-839. <box>680 201 829 247</box>
classified-ad: ΒΟΤΣΗΣ, τηλ. 832-270. Πολυκατοικίες Τούμπας 85 μ2 γωνιακό, 105 μ2 και 2ος όροφος 1.250.000, Κηφισιά 95 μ2 ασανσέρ και 135 μ2. <box>193 664 342 720</box>
classified-ad: ΠΩΛΕΙΤΑΙ τριώροφος οικοδομή μέ 200 μ2 πλήρως ανακαινισμένη εις την Βασιλίσσης Όλγας πλησίον Αγίας Σοφίας. Τηλ. 265-326. <box>33 288 180 333</box>
classified-ad: ΚΑΡΥΠΙΔΗΣ Τσιμισκή 121 τηλέφ. 265-588 276-616 μεσοκαλαίου 240 μ2 και τετράγωνο 130 μ2 Λαγκαδά. Τηλ. <box>518 1052 667 1098</box>
classified-ad: ΠΩΛΕΙΤΑΙ οικόπεδον 200 μ2 περιοχής Ανάληψης έναντι Κεντρικού Σταθμού 170 μ2 κατασκευής 4 ορόφων. Τιμή λογική. Τηλ. 265-326. <box>33 380 180 436</box>
classified-ad: ΝΙΚΟΛΑΓΙΔΟΥ κτηματομεσίτης, Βάλτου 19. Τηλ. 220-171. Διαμερίσματα προς πώληση. <box>842 834 991 870</box>
classified-ad: ΒΟΤΣΗΣ, τηλ. 832-270. Διαμερ. 2ος όροφος 75 μ2 1.100.000 και 95 μ2. Πάτημα 260 μ2 2.100.000. Ρετιρέ 90 μ2 και 35 μ2 κατασκευής. <box>193 787 342 833</box>
classified-ad: ΚΑΤΑΣΤΗΜΑ πωλείται 60 μ2 σε Αγ. Δημητρίου κεντρικό. Τηλ. 835-100. <box>842 579 991 615</box>
classified-ad: ΠΩΛΕΙΤΑΙ διαμ. Παραλία Βασ. Όλγας 96 μ2 3 ΔΣΤΚΑ 1.600.000. Τηλ. 835-100. <box>842 354 991 389</box>
classified-ad: ΠΩΛΟΥΝΤΑΙ διαμερίσματα καινούργια 90 μ2 και 120 μ2 εις Καλαμαριάν. Τηλ. 818-839. <box>680 324 829 359</box>
classified-ad: ΝΙΚΟΛΑΓΙΔΟΥ Δύο διαμ. στην Καλαμαριά 75 και 90 μ2. Τηλ. 220-171. <box>842 875 991 910</box>
classified-ad: ΠΩΛΕΙΤΑΙ διαμέρισμα 85 μ2 Τούμπα 1.150.000. Τηλ. 532-026. <box>1164 180 1286 215</box>
classified-ad: ΠΩΛΟ Βασ. Όλγας πωλείται 90 μ2 2ος όροφος. Τηλ. 225-092. <box>1004 312 1151 337</box>
classified-ad: ΠΩΛΕΙΤΑΙ διαμέρισμα 2ος όροφος εις Μαλακοπήν, 75 μ2, ανακαινισμένον. Τηλ. 265-326. <box>33 1304 180 1339</box>
classified-ad: ΠΩΛΕΙΤΑΙ ισόγειον κατάστημα Αγίου Κοσμά. Τηλ. 417-751. <box>680 794 829 818</box>
classified-ad: ΠΛΑΤΕΙΑ Αγ. Σοφίας 5ος όροφος 110 μ2 2 ΔΣΤΚΑ. Τηλ. 265-880. <box>355 885 505 910</box>
classified-ad: ΚΑΤΑΣΤΗΜΑ 32 μ2 Αγίου Δημητρίου 150 μ2 επί του δρόμου. Τηλ. 231-180. <box>193 1135 342 1170</box>
classified-ad: ΕΥΚΑΙΡΙΑ νά ενοικιασθεί διαμέρισμα μέ 114 καινούργιο πλήρες εξοπλισμό. Αλεξίου. 840-694. <box>518 324 667 369</box>
classifieds-banner <box>25 31 1919 134</box>
classified-ad: ΠΩΛΕΙΤΑΙ άγροτεμάχιον εις Σιθωνία, 15 στρ. 35 στρ. παραλία. Τηλ. 265-326. <box>33 709 180 745</box>
classified-ad: ΠΩΛΕΙΤΑΙ άγροτεμάχιον 5 στρεμμάτων εις Θέρμην, μέ ύδρευσιν και ηλεκτρικόν ρεύμα. Τιμή λογική. Τηλ. 265-326. <box>33 237 180 283</box>
classified-ad: ΑΝΩ Τούμπα διαμέρισμα 2ος όροφος 120 μ2, σε 850 χιλ. Αλεξίου. Τηλ. 840-694. <box>518 283 667 318</box>
classified-ad: ΡΕΤΙΡΕ πωλείται στην 25ης Μαρτίου Τσιμισκή, καινούργιο. Τηλ. 835-100. <box>842 395 991 430</box>
classified-ad: ΠΩΛΕΙΤΑΙ γωνιακόν διαμέρισμα 1ος όροφος 97 μ2 εις Σαράντα Εκκλησίες. Τηλ. 818-839. <box>680 252 829 287</box>
